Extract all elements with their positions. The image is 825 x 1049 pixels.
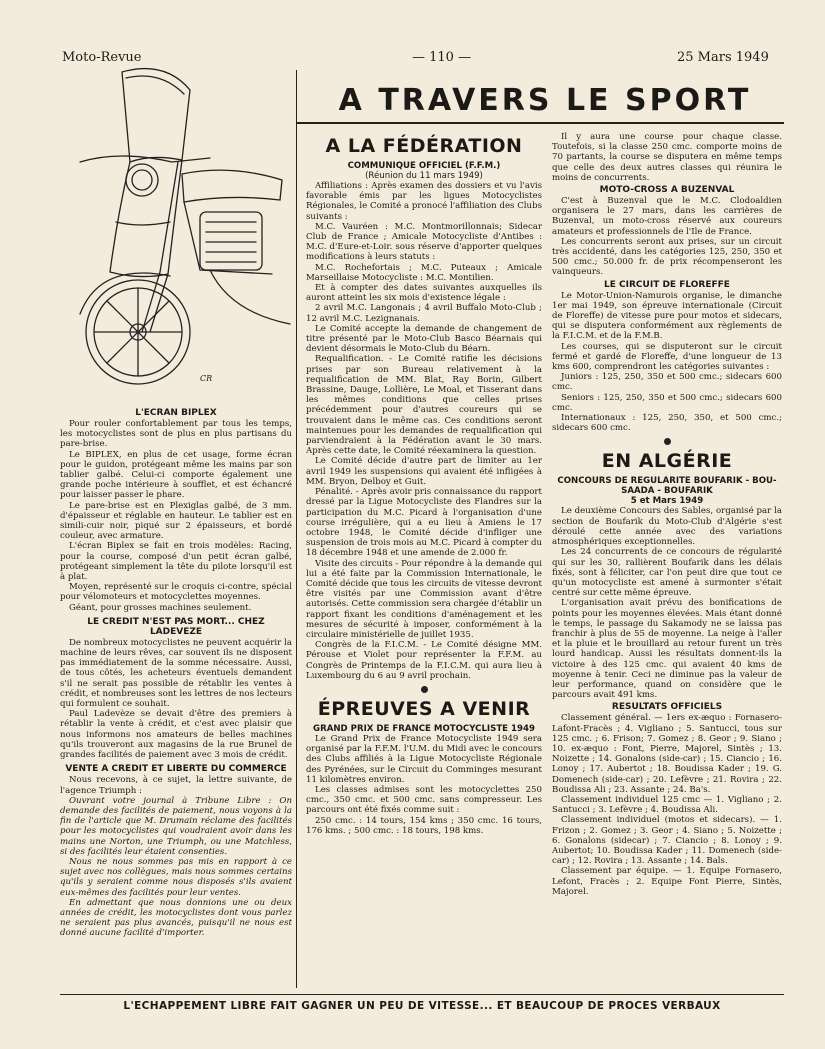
footer-slogan: L'ECHAPPEMENT LIBRE FAIT GAGNER UN PEU DE VITESSE... ET BEAUCOUP DE PROCES VERBAUX [123,1000,721,1012]
paragraph: Requalification. - Le Comité ratifie les décisions prises par son Bureau relativement à la requalification de MM. Blat, Ray Borin, Gilbert Brassine, Dauge, Lollière, Le Moal, et Tisserant dans les mêmes conditions que celles prises précédemment pour d'autres coureurs qui se trouvaient dans le même cas. Ces conditions seront maintenues pour les demandes de requalification qui parviendraient à la Fédération avant le 30 mars. Après cette date, le Comité réexaminera la question. [306,354,542,457]
paragraph: Les classes admises sont les motocyclettes 250 cmc., 350 cmc. et 500 cmc. sans compresseur. Les parcours ont été fixés comme suit : [306,784,542,816]
section-bullet [421,686,428,693]
heading-vente: VENTE A CREDIT ET LIBERTE DU COMMERCE [65,764,287,775]
paragraph: 2 avril M.C. Langonais ; 4 avril Buffalo Moto-Club ; 12 avril M.C. Lezignanais. [306,303,542,324]
paragraph: Congrès de la F.I.C.M. - Le Comité désigne MM. Pérouse et Violet pour représenter la F.F.M. au Congrès de Printemps de la F.I.C.M. qui aura lieu à Luxembourg du 6 au 9 avril prochain. [306,640,542,681]
footer-rule [60,994,784,995]
paragraph: L'écran Biplex se fait en trois modèles: Racing, pour la course, composé d'un petit écran galbé, protégeant simplement la tête du pilote lorsqu'il est à plat. [60,541,292,583]
left-column [60,406,292,982]
paragraph: En admettant que nous donnions une ou deux années de crédit, les motocyclistes dont vous parlez ne seraient pas plus avancés, puisqu'il ne nous est donné aucune facilité d'importer. [60,897,292,939]
paragraph: Le deuxième Concours des Sables, organisé par la section de Boufarik du Moto-Club d'Algérie s'est déroulé cette année avec des variations atmosphériques exceptionnelles. [552,506,782,548]
paragraph: C'est à Buzenval que le M.C. Clodoaldien organisera le 27 mars, dans les carrières de Buzenval, un moto-cross réservé aux coureurs amateurs et professionnels de l'Ile de France. [552,196,782,237]
section-bullet [664,438,671,445]
heading-epreuves: ÉPREUVES A VENIR [317,697,531,720]
paragraph: Classement individuel 125 cmc — 1. Vigliano ; 2. Santucci ; 3. Lefèvre ; 4. Boudissa Ali. [552,794,782,816]
paragraph: Le pare-brise est en Plexiglas galbé, de 3 mm. d'épaisseur et réglable en hauteur. Le tablier est en simili-cuir noir, piqué sur 2 épaisseurs, et bordé couleur, avec armature. [60,500,292,542]
paragraph: Pour rouler confortablement par tous les temps, les motocyclistes sont de plus en plus partisans du pare-brise. [60,419,292,450]
paragraph: De nombreux motocyclistes ne peuvent acquérir la machine de leurs rêves, car souvent ils ne disposent pas immédiatement de la somme nécessaire. Aussi, de tous côtés, les acheteurs éventuels demandent s'il ne serait pas possible de rétablir les ventes à crédit, et nombreuses sont les lettres de nos lecteurs qui formulent ce souhait. [60,637,292,710]
paragraph: Ouvrant votre journal à Tribune Libre : On demande des facilités de paiement, nous voyons à la fin de l'article que M. Drumain réclame des facilités pour les motocyclistes qui voudraient avoir dans les mains une Norton, une Triumph, ou une Matchless, si des facilités leur étaient consenties. [60,795,292,857]
middle-column [306,132,542,992]
heading-floreffe: LE CIRCUIT DE FLOREFFE [604,279,730,290]
paragraph: Classement général. — 1ers ex-æquo : Fornasero-Lafont-Fracès ; 4. Vigliano ; 5. Santucci, tous sur 125 cmc. ; 6. Frison; 7. Gomez ; 8. Geor ; 9. Siano ; 10. ex-æquo : Font, Pierre, Majorel, Sintès ; 13. Noizette ; 14. Gonalons (side-car) ; 15. Ciancio ; 16. Lonoy ; 17. Aubertot ; 18. Boudissa Kader ; 19. G. Domenech (side-car) ; 20. Lefèvre ; 21. Rovira ; 22. Boudissa Ali ; 23. Assante ; 24. Ba's. [552,713,782,795]
issue-date: 25 Mars 1949 [677,50,769,65]
paragraph: M.C. Vauréen : M.C. Montmorillonnais; Sidecar Club de France ; Amicale Motocycliste d'Antibes : M.C. d'Eure-et-Loir. sous réserve d'apporter quelques modifications à leurs statuts : [306,221,542,263]
paragraph: Le Comité décide d'autre part de limiter au 1er avril 1949 les suspensions qui avaient été infligées à MM. Bryon, Delboy et Guit. [306,456,542,487]
heading-biplex: L'ECRAN BIPLEX [135,408,217,418]
paragraph: Classement par équipe. — 1. Equipe Fornasero, Lefont, Fracès ; 2. Equipe Font Pierre, Sintès, Majorel. [552,866,782,897]
paragraph: Les concurrents seront aux prises, sur un circuit très accidenté, dans les catégories 125, 250, 350 et 500 cmc.; 50.000 fr. de prix récompenseront les vainqueurs. [552,236,782,278]
page-number: — 110 — [412,50,472,65]
right-column [552,132,782,992]
paragraph: Affiliations : Après examen des dossiers et vu l'avis favorable émis par les ligues Motocyclistes Régionales, le Comité a pronocé l'affiliation des Clubs suivants : [306,181,542,222]
heading-resultats: RESULTATS OFFICIELS [611,702,723,713]
paragraph: Le BIPLEX, en plus de cet usage, forme écran pour le guidon, protégeant même les mains par son tablier galbé. Celui-ci comporte également une grande poche intérieure à soufflet, et est échancré pour laisser passer le phare. [60,449,292,501]
column-rule [296,70,297,988]
paragraph: Les 24 concurrents de ce concours de régularité qui sur les 30, rallièrent Boufarik dans les délais fixés, sont à féliciter, car l'on peut dire que tout ce qu'un motocycliste est amené à surmonter s'était centré sur cette même épreuve. [552,547,782,599]
paragraph: Seniors : 125, 250, 350 et 500 cmc.; sidecars 600 cmc. [552,392,782,413]
communique-date: (Réunion du 11 mars 1949) [365,171,483,181]
heading-buzenval: MOTO-CROSS A BUZENVAL [599,185,735,196]
paragraph: 250 cmc. : 14 tours, 154 kms ; 350 cmc. 16 tours, 176 kms. ; 500 cmc. : 18 tours, 198 kms. [306,815,542,836]
paragraph: Internationaux : 125, 250, 350, et 500 cmc.; sidecars 600 cmc. [552,413,782,434]
paragraph: Moyen, représenté sur le croquis ci-contre, spécial pour vélomoteurs et motocyclettes moyennes. [60,582,292,603]
title-rule [296,122,784,124]
paragraph: Géant, pour grosses machines seulement. [69,602,252,613]
windscreen-sketch [60,62,292,392]
illustration-signature: CR [200,374,213,383]
grand-prix-title: GRAND PRIX DE FRANCE MOTOCYCLISTE 1949 [313,723,535,734]
main-title: A TRAVERS LE SPORT [338,83,752,118]
paragraph: Le Comité accepte la demande de changement de titre présenté par le Moto-Club Basco Béarnais qui devient désormais le Moto-Club du Béarn. [306,323,542,355]
concours-title: CONCOURS DE REGULARITE BOUFARIK - BOU-SAADA - BOUFARIK [557,476,777,497]
paragraph: Pénalité. - Après avoir pris connaissance du rapport dressé par la Ligue Motocycliste des Flandres sur la participation du M.C. Picard à l'organisation d'une course irrégulière, qui a eu lieu à Amiens le 17 octobre 1948, le Comité décide d'infliger une suspension de trois mois au M.C. Picard à compter du 18 décembre 1948 et une amende de 2.000 fr. [306,487,542,559]
paragraph: M.C. Rochefortais ; M.C. Puteaux ; Amicale Marseillaise Motocycliste : M.C. Montilien. [306,262,542,283]
paragraph: Classement individuel (motos et sidecars). — 1. Frizon ; 2. Gomez ; 3. Geor ; 4. Siano ; 5. Noizette ; 6. Gonalons (sidecar) ; 7. Ciancio ; 8. Lonoy ; 9. Aubertot; 10. Boudissa Kader ; 11. Domenech (side-car) ; 12. Rovira ; 13. Assante ; 14. Bals. [552,815,782,867]
communique-title: COMMUNIQUE OFFICIEL (F.F.M.) [347,161,501,171]
paragraph: Les courses, qui se disputeront sur le circuit fermé et gardé de Floreffe, d'une longueur de 13 kms 600, comprendront les catégories suivantes : [552,341,782,373]
paragraph: Nous recevons, à ce sujet, la lettre suivante, de l'agence Triumph : [60,775,292,796]
heading-credit: LE CREDIT N'EST PAS MORT... CHEZ LADEVEZE [87,616,265,637]
motorcycle-drawing [60,62,292,392]
magazine-name: Moto-Revue [62,50,142,65]
concours-date: 5 et Mars 1949 [630,496,704,507]
paragraph: Visite des circuits - Pour répondre à la demande qui lui a été faite par la Commission Internationale, le Comité décide que tous les circuits de vitesse devront être visités par une Commission avant d'être autorisés. Cette commission sera chargée d'établir un rapport fixant les conditions d'aménagement et les mesures de sécurité à imposer, conformément à la circulaire ministérielle de juillet 1935. [306,558,542,640]
paragraph: Juniors : 125, 250, 350 et 500 cmc.; sidecars 600 cmc. [552,372,782,393]
paragraph: Le Grand Prix de France Motocycliste 1949 sera organisé par la F.F.M. l'U.M. du Midi avec le concours des Clubs affiliés à la Ligue Motocycliste Régionale des Pyrénées, sur le Circuit du Comminges mesurant 11 kilomètres environ. [306,733,542,785]
paragraph: Le Motor-Union-Namurois organise, le dimanche 1er mai 1949, son épreuve internationale (Circuit de Floreffe) de vitesse pure pour motos et sidecars, qui se disputera conformément aux règlements de la F.I.C.M. et de la F.M.B. [552,290,782,342]
heading-algerie: EN ALGÉRIE [601,450,733,473]
heading-federation: A LA FÉDÉRATION [325,135,523,157]
paragraph: Paul Ladevèze se devait d'être des premiers à rétablir la vente à crédit, et c'est avec plaisir que nous informons nos amateurs de belles machines qu'ils trouveront aux magasins de la rue Brunel de grandes facilités de paiement avec 3 mois de crédit. [60,709,292,761]
paragraph: Il y aura une course pour chaque classe. Toutefois, si la classe 250 cmc. comporte moins de 70 partants, la course se disputera en même temps que celle des deux autres classes qui réunira le moins de concurrents. [552,132,782,183]
paragraph: Et à compter des dates suivantes auxquelles ils auront atteint les six mois d'existence légale : [306,283,542,304]
paragraph: L'organisation avait prévu des bonifications de points pour les moyennes élevées. Mais étant donné le temps, le passage du Sakamody ne se laissa pas franchir à plus de 55 de moyenne. La neige à l'aller et la pluie et le brouillard au retour furent un très lourd handicap. Aussi les résultats donnent-ils la victoire à des 125 cmc. qui avaient 40 kms de moyenne à tenir. Ceci ne diminue pas la valeur de leur performance, quand on considère que le parcours avait 491 kms. [552,598,782,701]
paragraph: Nous ne nous sommes pas mis en rapport à ce sujet avec nos collègues, mais nous sommes certains qu'ils y seraient comme nous disposés s'ils avaient eux-mêmes des facilités pour leur ventes. [60,856,292,898]
